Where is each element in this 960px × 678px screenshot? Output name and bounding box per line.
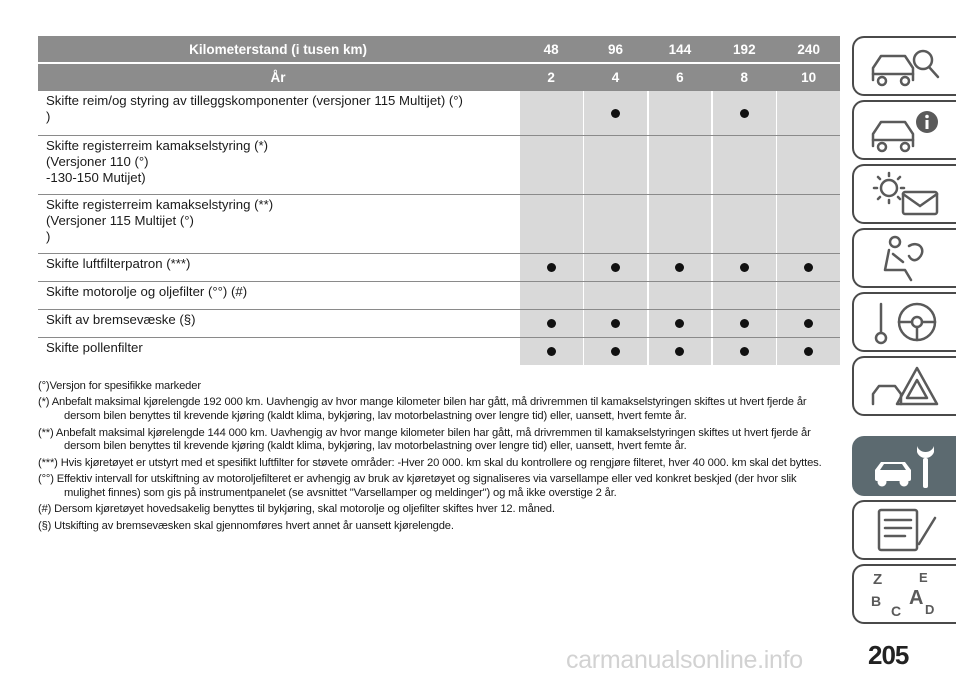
table-row [38, 135, 840, 194]
index-letter: E [919, 570, 928, 585]
interval-cell [777, 254, 840, 281]
tab-car-maintenance[interactable] [852, 436, 956, 496]
interval-cell [520, 310, 583, 337]
interval-cell [713, 195, 776, 253]
scheduled-dot [547, 263, 556, 272]
table-row [38, 281, 840, 309]
table-row [38, 253, 840, 281]
scheduled-dot [740, 109, 749, 118]
scheduled-dot [611, 263, 620, 272]
interval-cell [584, 91, 647, 135]
index-letter: C [891, 603, 902, 619]
index-letter: A [909, 587, 924, 609]
scheduled-dot [547, 347, 556, 356]
scheduled-dot [611, 319, 620, 328]
index-letter: Z [873, 571, 883, 588]
index-letter: D [925, 602, 935, 617]
car-info-icon [865, 104, 945, 156]
interval-cell [520, 254, 583, 281]
table-row [38, 309, 840, 337]
index-letter: B [871, 593, 882, 609]
interval-cell [584, 195, 647, 253]
watermark: carmanualsonline.info [566, 646, 803, 674]
scheduled-dot [804, 319, 813, 328]
table-header-years [38, 62, 840, 90]
row-label: Skifte motorolje og oljefilter (°°) (#) [46, 284, 248, 299]
interval-cell [777, 195, 840, 253]
tab-alphabetical-index[interactable] [852, 564, 956, 624]
interval-cell [649, 254, 712, 281]
tab-technical-data[interactable] [852, 500, 956, 560]
interval-cell [649, 136, 712, 194]
row-label: Skifte registerreim kamakselstyring (**) (Versjoner 115 Multijet (°) ) [46, 197, 274, 244]
interval-cell [713, 136, 776, 194]
year-2: 2 [547, 69, 555, 85]
tab-emergency[interactable] [852, 356, 956, 416]
footnote: (°)Versjon for spesifikke markeder [38, 380, 201, 392]
interval-cell [713, 91, 776, 135]
interval-cell [584, 310, 647, 337]
row-label: Skift av bremsevæske (§) [46, 312, 196, 327]
scheduled-dot [804, 263, 813, 272]
interval-cell [649, 195, 712, 253]
footnote: (°°) Effektiv intervall for utskiftning av motoroljefilteret er avhengig av bruk av kjøretøyet og signaliseres via varsellampe eller ved konkret beskjed (der hvor slik mulighet finnes) som gis på instrumentpanelet (se avsnittet "Varsellamper og meldinger") og må ikke overstige 2 år. [38, 473, 797, 499]
km-240: 240 [797, 41, 820, 57]
km-header-label: Kilometerstand (i tusen km) [189, 41, 367, 57]
km-48: 48 [543, 41, 559, 57]
table-body [38, 90, 840, 365]
interval-cell [777, 136, 840, 194]
km-96: 96 [608, 41, 624, 57]
interval-cell [649, 282, 712, 309]
interval-cell [520, 136, 583, 194]
interval-cell [713, 282, 776, 309]
warning-lights-icon [865, 168, 945, 220]
footnote: (***) Hvis kjøretøyet er utstyrt med et spesifikt luftfilter for støvete områder: -Hver 20 000. km skal du kontrollere og rengjøre filteret, hver 40 000. km skal det byttes. [38, 456, 822, 469]
scheduled-dot [675, 263, 684, 272]
scheduled-dot [675, 319, 684, 328]
year-10: 10 [801, 69, 817, 85]
interval-cell [649, 91, 712, 135]
km-192: 192 [733, 41, 756, 57]
tab-car-search[interactable] [852, 36, 956, 96]
year-8: 8 [740, 69, 749, 85]
interval-cell [520, 91, 583, 135]
table-header-km [38, 36, 840, 62]
alphabetical-index-icon [865, 568, 945, 620]
technical-data-icon [865, 504, 945, 556]
scheduled-dot [740, 319, 749, 328]
car-maintenance-icon [865, 440, 945, 492]
tab-warning-lights[interactable] [852, 164, 956, 224]
row-label: Skifte registerreim kamakselstyring (*) (Versjoner 110 (°) -130-150 Mutijet) [46, 138, 269, 185]
year-6: 6 [676, 69, 684, 85]
row-label: Skifte luftfilterpatron (***) [46, 256, 191, 271]
table-row [38, 194, 840, 253]
tab-car-info[interactable] [852, 100, 956, 160]
interval-cell [649, 338, 712, 365]
interval-cell [520, 282, 583, 309]
scheduled-dot [804, 347, 813, 356]
tab-seat-airbag[interactable] [852, 228, 956, 288]
interval-cell [713, 310, 776, 337]
interval-cell [649, 310, 712, 337]
scheduled-dot [611, 109, 620, 118]
interval-cell [777, 282, 840, 309]
footnotes [38, 380, 840, 536]
interval-cell [584, 338, 647, 365]
interval-cell [777, 91, 840, 135]
table-row [38, 337, 840, 365]
table-row [38, 90, 840, 135]
maintenance-schedule-table [38, 36, 840, 365]
km-144: 144 [668, 41, 692, 57]
year-4: 4 [611, 69, 620, 85]
interval-cell [777, 310, 840, 337]
year-header-label: År [270, 69, 286, 85]
footnote: (§) Utskifting av bremsevæsken skal gjennomføres hvert annet år uansett kjørelengde. [38, 519, 454, 532]
scheduled-dot [611, 347, 620, 356]
emergency-triangle-icon [865, 360, 945, 412]
interval-cell [520, 338, 583, 365]
row-label: Skifte pollenfilter [46, 340, 143, 355]
interval-cell [584, 136, 647, 194]
tab-starting-driving[interactable] [852, 292, 956, 352]
scheduled-dot [740, 263, 749, 272]
interval-cell [584, 254, 647, 281]
interval-cell [777, 338, 840, 365]
seat-airbag-icon [865, 232, 945, 284]
footnote: (*) Anbefalt maksimal kjørelengde 192 000 km. Uavhengig av hvor mange kilometer bilen har gått, må drivremmen til kamakselstyringen skiftes ut hvert fjerde år dersom bilen benyttes til krevende kjøring (kaldt klima, bykjøring, lav motorbelastning over lengre tid) eller, uansett, hvert femte år. [38, 396, 807, 423]
footnote: (#) Dersom kjøretøyet hovedsakelig benyttes til bykjøring, skal motorolje og oljefilter skiftes hver 12. måned. [38, 503, 555, 516]
interval-cell [520, 195, 583, 253]
interval-cell [584, 282, 647, 309]
scheduled-dot [740, 347, 749, 356]
interval-cell [713, 254, 776, 281]
scheduled-dot [547, 319, 556, 328]
scheduled-dot [675, 347, 684, 356]
interval-cell [713, 338, 776, 365]
starting-driving-icon [865, 296, 945, 348]
car-search-icon [865, 40, 945, 92]
row-label: Skifte reim/og styring av tilleggskomponenter (versjoner 115 Multijet) (°) ) [46, 93, 463, 124]
page-number: 205 [868, 640, 909, 670]
footnote: (**) Anbefalt maksimal kjørelengde 144 000 km. Uavhengig av hvor mange kilometer bilen har gått, må drivremmen til kamakselstyringen skiftes ut hvert fjerde år dersom bilen benyttes til krevende kjøring (kaldt klima, bykjøring, lav motorbelastning over lengre tid) eller, uansett, hvert femte år. [38, 426, 811, 453]
